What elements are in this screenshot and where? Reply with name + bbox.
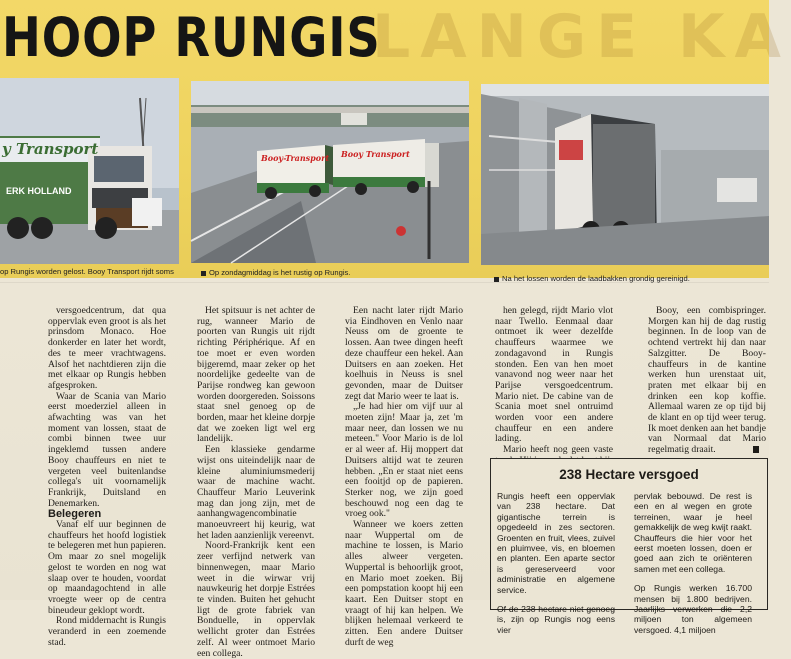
article-column-3	[345, 306, 463, 649]
paragraph: Vanaf elf uur beginnen de chauffeurs het hoofd logistiek te belegeren met hun papieren. Om maar zo snel mogelijk gelost te worden en nog wat slaap over te houden, voordat op maandagochtend in alle vroegte weer op de centra bineudeur geklopt wordt.	[48, 519, 167, 616]
caption-text: Op zondagmiddag is het rustig op Rungis.	[209, 268, 351, 277]
article-column-5	[648, 306, 766, 456]
paragraph: Wanneer we koers zetten naar Wuppertal om de machine te lossen, is Mario alles alweer vergeten. Wuppertal is behoorlijk groot, en Mario moet zoeken. Bij een pompstation koopt hij een kaart. Een Duitser stopt en vraagt of hij kan helpen. We blijken helemaal verkeerd te zitten. Een andere Duitser durft de weg	[345, 519, 463, 648]
trailer-lettering-left: Booy-Transport	[261, 153, 330, 163]
article-end-mark	[753, 446, 759, 453]
paragraph: Mario heeft nog geen vaste	[503, 444, 613, 456]
sidebar-title: 238 Hectare versgoed	[559, 467, 699, 482]
bullet-square-icon	[494, 277, 499, 282]
bullet-square-icon	[201, 271, 206, 276]
sidebar-box	[490, 458, 768, 635]
paragraph: Booy, een combispringer. Morgen kan hij de dag rustig beginnen. In de loop van de ochtend vertrekt hij dan naar Salzgitter. De Booy-chauffeurs in de kantine werken hun urenstaat uit, praten met elkaar bij en drinken een kop koffie. Allemaal waren ze op tijd bij de klant en op tijd weer terug. Ik moet denken aan het bandje van Normaal dat Mario regelmatig draait.	[648, 305, 766, 456]
subheading: Belegeren	[48, 508, 102, 521]
article-column-4	[495, 306, 613, 467]
sidebar-column-2	[634, 491, 752, 644]
article-column-1	[48, 306, 166, 649]
paragraph: Een klassieke gendarme wijst ons uiteindelijk naar de kleine aluminiumsmederij waar de machine wacht. Chauffeur Mario Leuverink mag dan jong zijn, met de aanhangwagencombinatie manoeuvreert hij keurig, wat het laden aanzienlijk vereenvt.	[197, 444, 315, 541]
paragraph: pervlak bebouwd. De rest is een en al wegen en grote terreinen, waar je heel gemakkelijk de weg kwijt raakt. Chauffeurs die hier voor het eerst moeten lossen, doen er goed aan zich te oriënteren samen met een collega.	[634, 491, 752, 574]
paragraph: „Je had hier om vijf uur al moeten zijn! Maar ja, zet 'm maar neer, dan lossen we nu meteen." Voor Mario is de lol er al weer af. Hij moppert dat Duitsers altijd wat te zeuren hebben. „En er staat niet eens een fooitjd op de papieren. Sterker nog, we zijn goed beschouwd nog een dag te vroeg ook."	[345, 401, 463, 520]
photo-truck-front	[0, 78, 179, 264]
truck-lettering: y Transport	[2, 140, 99, 158]
headline: HOOP RUNGIS	[2, 6, 381, 69]
photo-trailer-cleaning	[481, 84, 769, 265]
paragraph: Een nacht later rijdt Mario via Eindhoven en Venlo naar Neuss om de groente te lossen. Aan twee dingen heeft deze chauffeur een hekel. Aan Duitsers en aan zoeken. Het koelhuis in Neuss is snel gevonden, maar de Duitser zegt dat Mario weer te laat is.	[345, 305, 463, 402]
paragraph: Noord-Frankrijk kent een zeer verfijnd netwerk van binnenwegen, maar Mario weet in die wirwar vrij nauwkeurig het dorpje Estrées te vinden. Buiten het gehucht ligt de grote fabriek van Bonduelle, in oppervlak wellicht groter dan Estrées zelf. Al weer ontmoet Mario een collega.	[197, 540, 315, 659]
caption-text: op Rungis worden gelost. Booy Transport rijdt soms	[0, 267, 174, 276]
headline-ghost	[372, 2, 791, 74]
paragraph: Op Rungis werken 16.700 mensen bij 1.800 bedrijven. Jaarlijks verwerken die 2,2 miljoen ton algemeen versgoed. 4,1 miljoen	[634, 583, 752, 635]
caption-text: Na het lossen worden de laadbakken grondig gereinigd.	[502, 274, 690, 283]
paragraph: versgoedcentrum, dat qua oppervlak even groot is als het prinsdom Monaco. Hoe donkerder en later het wordt, des te meer vrachtwagens. Alsof het nachtdieren zijn die met elkaar op Rungis hebben afgesproken.	[48, 305, 166, 391]
caption-photo-2	[201, 268, 350, 277]
caption-photo-1	[0, 267, 174, 276]
article-column-2	[197, 306, 315, 659]
paragraph: Of de 238 hectare niet genoeg is, zijn op Rungis nog eens vier	[497, 604, 615, 635]
page-fold	[0, 282, 769, 283]
paragraph: Waar de Scania van Mario eerst moederziel alleen in afwachting was van het moment van lossen, staat de combi binnen twee uur ingeklemd tussen andere Booy chauffeurs en niet te vergeten veel buitenlandse collega's uit voornamelijk Frankrijk, Duitsland en Denemarken.	[48, 390, 166, 509]
sidebar-column-1	[497, 491, 615, 644]
photo-rungis-sunday	[191, 81, 469, 263]
trailer-lettering-right: Booy Transport	[341, 149, 410, 159]
bleed-through-headline: LANGE KA	[372, 2, 791, 72]
paragraph: hen gelegd, rijdt Mario vlot naar Twello. Eenmaal daar ontmoet ik weer dezelfde chauffeurs waarmee we zondagavond in Rungis stonden. Een van hen moet vanavond nog weer naar het Parijse versgoedcentrum. Mario niet. De cabine van de Scania moet snel ontruimd worden voor een andere chauffeur en een andere lading.	[495, 305, 613, 445]
paragraph: Rungis heeft een oppervlak van 238 hectare. Dat gigantische terrein is opgedeeld in zes sectoren. Groenten en fruit, vlees, zuivel en pluimvee, vis, en bloemen en planten. Een aparte sector is gereserveerd voor administratie en algemene service.	[497, 491, 615, 595]
paragraph: Rond middernacht is Rungis veranderd in een zoemende stad.	[48, 615, 166, 648]
paragraph: Het spitsuur is net achter de rug, wanneer Mario de poorten van Rungis uit rijdt richting Périphérique. Af en toe moet er even worden bijgeremd, maar zeker op het noordelijke gedeelte van de Parijse rondweg kan gewoon worden doorgereden. Soissons staat snel genoeg op de borden, maar het kleine dorpje dat we zoeken ligt wel erg landelijk.	[197, 305, 315, 445]
truck-lettering-sub: ERK HOLLAND	[6, 186, 72, 196]
